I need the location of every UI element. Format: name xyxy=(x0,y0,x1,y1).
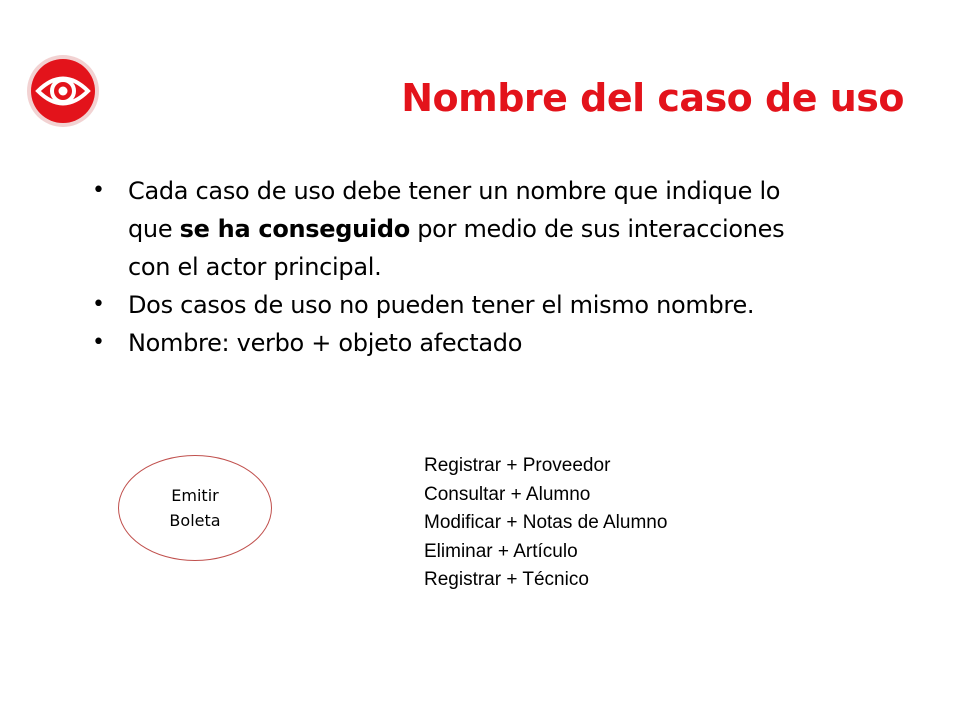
bullet-text: Dos casos de uso no pueden tener el mismo nombre. xyxy=(128,291,755,319)
example-item: Eliminar + Artículo xyxy=(424,540,578,562)
example-item: Consultar + Alumno xyxy=(424,483,591,505)
bullet-text: por medio de sus interacciones con el actor principal. xyxy=(128,215,785,281)
bullet-item xyxy=(90,324,830,362)
bullet-item xyxy=(90,286,830,324)
bullet-icon: • xyxy=(92,292,105,317)
bullet-icon: • xyxy=(92,330,105,355)
bullet-list xyxy=(90,172,830,362)
bullet-text-bold: se ha conseguido xyxy=(179,215,410,243)
eye-icon xyxy=(26,54,100,128)
bullet-item xyxy=(90,172,830,286)
use-case-ellipse xyxy=(118,455,272,561)
page-title: Nombre del caso de uso xyxy=(401,76,904,120)
example-item: Modificar + Notas de Alumno xyxy=(424,512,668,533)
bullet-text: Cada caso de uso debe tener un nombre que indique lo que xyxy=(128,177,781,243)
bullet-text: Nombre: verbo + objeto afectado xyxy=(128,329,523,357)
example-item: Registrar + Proveedor xyxy=(424,455,611,476)
use-case-label: Emitir xyxy=(171,486,219,505)
example-item: Registrar + Técnico xyxy=(424,569,589,590)
bullet-icon: • xyxy=(92,178,105,203)
example-list xyxy=(424,452,667,595)
use-case-label: Boleta xyxy=(169,511,221,530)
